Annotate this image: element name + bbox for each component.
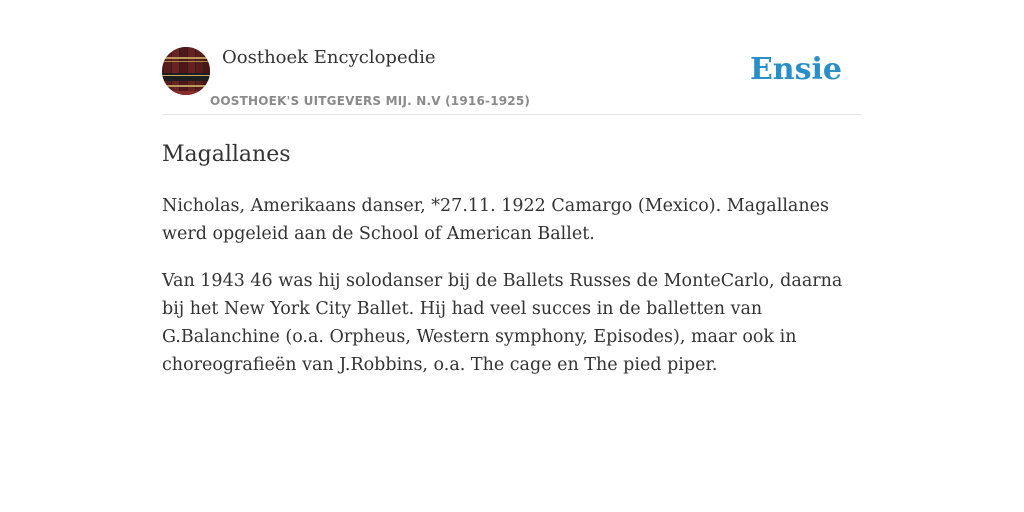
article-body <box>162 192 862 398</box>
article-title: Magallanes <box>162 142 291 167</box>
article-paragraph: Van 1943 46 was hij solodanser bij de Ballets Russes de MonteCarlo, daarna bij het New York City Ballet. Hij had veel succes in de balletten van G.Balanchine (o.a. Orpheus, Western symphony, Episodes), maar ook in choreografieën van J.Robbins, o.a. The cage en The pied piper. <box>162 271 843 375</box>
header <box>162 0 862 115</box>
page-container <box>162 0 862 375</box>
ensie-logo[interactable]: Ensie <box>749 52 842 87</box>
publisher-label: OOSTHOEK'S UITGEVERS MIJ. N.V (1916-1925) <box>210 94 531 108</box>
article-paragraph: Nicholas, Amerikaans danser, *27.11. 1922 Camargo (Mexico). Magallanes werd opgeleid aan de School of American Ballet. <box>162 196 829 244</box>
encyclopedia-books-icon[interactable] <box>162 47 210 95</box>
source-name[interactable]: Oosthoek Encyclopedie <box>222 47 436 68</box>
